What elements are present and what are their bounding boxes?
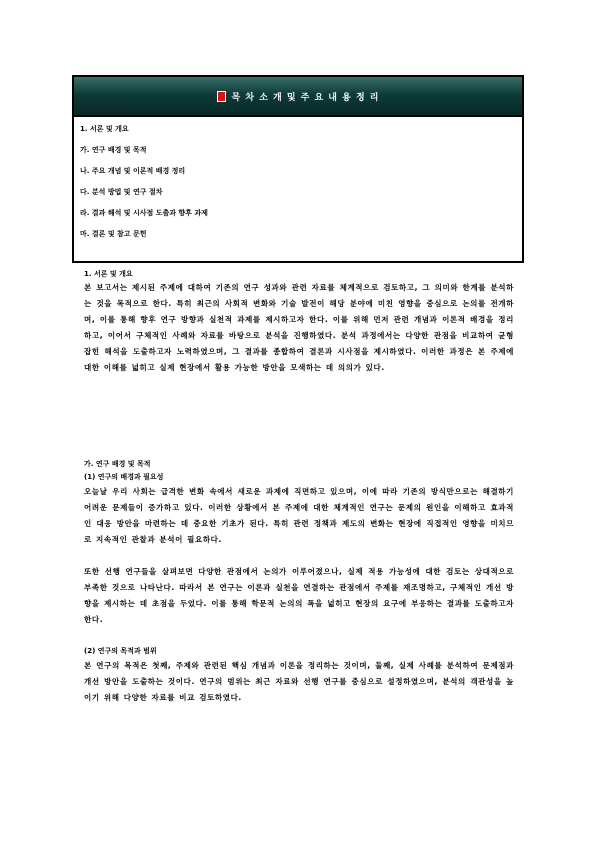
subsection-heading: (2) 연구의 목적과 범위 [84, 647, 157, 655]
body-paragraph: 오늘날 우리 사회는 급격한 변화 속에서 새로운 과제에 직면하고 있으며, 이에 따라 기존의 방식만으로는 해결하기 어려운 문제들이 증가하고 있다. 이러한 상황에서 본 주제에 대한 체계적인 연구는 문제의 원인을 이해하고 효과적인 대응 방안을 마련하는 데 중요한 기초가 된다. 특히 관련 정책과 제도의 변화는 현장에 직접적인 영향을 미치므로 지속적인 관찰과 분석이 필요하다. [84, 487, 514, 544]
toc-item: 다. 분석 방법 및 연구 절차 [80, 188, 163, 196]
section-spacer [84, 440, 514, 458]
table-of-contents [74, 117, 522, 239]
summary-box-title: 목 차 소 개 및 주 요 내 용 정 리 [231, 92, 380, 103]
section-heading: 1. 서론 및 개요 [84, 270, 133, 278]
body-paragraph: 본 보고서는 제시된 주제에 대하여 기존의 연구 성과와 관련 자료를 체계적으로 검토하고, 그 의미와 한계를 분석하는 것을 목적으로 한다. 특히 최근의 사회적 변화와 기술 발전이 해당 분야에 미친 영향을 중심으로 논의를 전개하며, 이를 통해 향후 연구 방향과 실천적 과제를 제시하고자 한다. 이를 위해 먼저 관련 개념과 이론적 배경을 정리하고, 이어서 구체적인 사례와 자료를 바탕으로 분석을 진행하였다. 분석 과정에서는 다양한 관점을 비교하여 균형 잡힌 해석을 도출하고자 노력하였으며, 그 결과를 종합하여 결론과 시사점을 제시하였다. 이러한 과정은 본 주제에 대한 이해를 넓히고 실제 현장에서 활용 가능한 방안을 모색하는 데 의의가 있다. [84, 283, 514, 372]
toc-item: 마. 결론 및 참고 문헌 [80, 230, 147, 238]
toc-item: 나. 주요 개념 및 이론적 배경 정리 [80, 167, 186, 175]
body-paragraph: 본 연구의 목적은 첫째, 주제와 관련된 핵심 개념과 이론을 정리하는 것이며, 둘째, 실제 사례를 분석하여 문제점과 개선 방안을 도출하는 것이다. 연구의 범위는 최근 자료와 선행 연구를 중심으로 설정하였으며, 분석의 객관성을 높이기 위해 다양한 자료를 비교 검토하였다. [84, 661, 514, 702]
red-square-icon [217, 91, 226, 102]
body-paragraph: 또한 선행 연구들을 살펴보면 다양한 관점에서 논의가 이루어졌으나, 실제 적용 가능성에 대한 검토는 상대적으로 부족한 것으로 나타난다. 따라서 본 연구는 이론과 실천을 연결하는 관점에서 주제를 재조명하고, 구체적인 개선 방향을 제시하는 데 초점을 두었다. 이를 통해 학문적 논의의 폭을 넓히고 현장의 요구에 부응하는 결과를 도출하고자 한다. [84, 567, 514, 624]
toc-item: 라. 결과 해석 및 시사점 도출과 향후 과제 [80, 209, 208, 217]
toc-item: 1. 서론 및 개요 [80, 125, 129, 133]
summary-box-header [74, 77, 522, 117]
summary-box [72, 75, 524, 263]
section-heading: 가. 연구 배경 및 목적 [84, 460, 151, 468]
subsection-heading: (1) 연구의 배경과 필요성 [84, 473, 164, 481]
toc-item: 가. 연구 배경 및 목적 [80, 146, 147, 154]
document-body [84, 268, 514, 722]
